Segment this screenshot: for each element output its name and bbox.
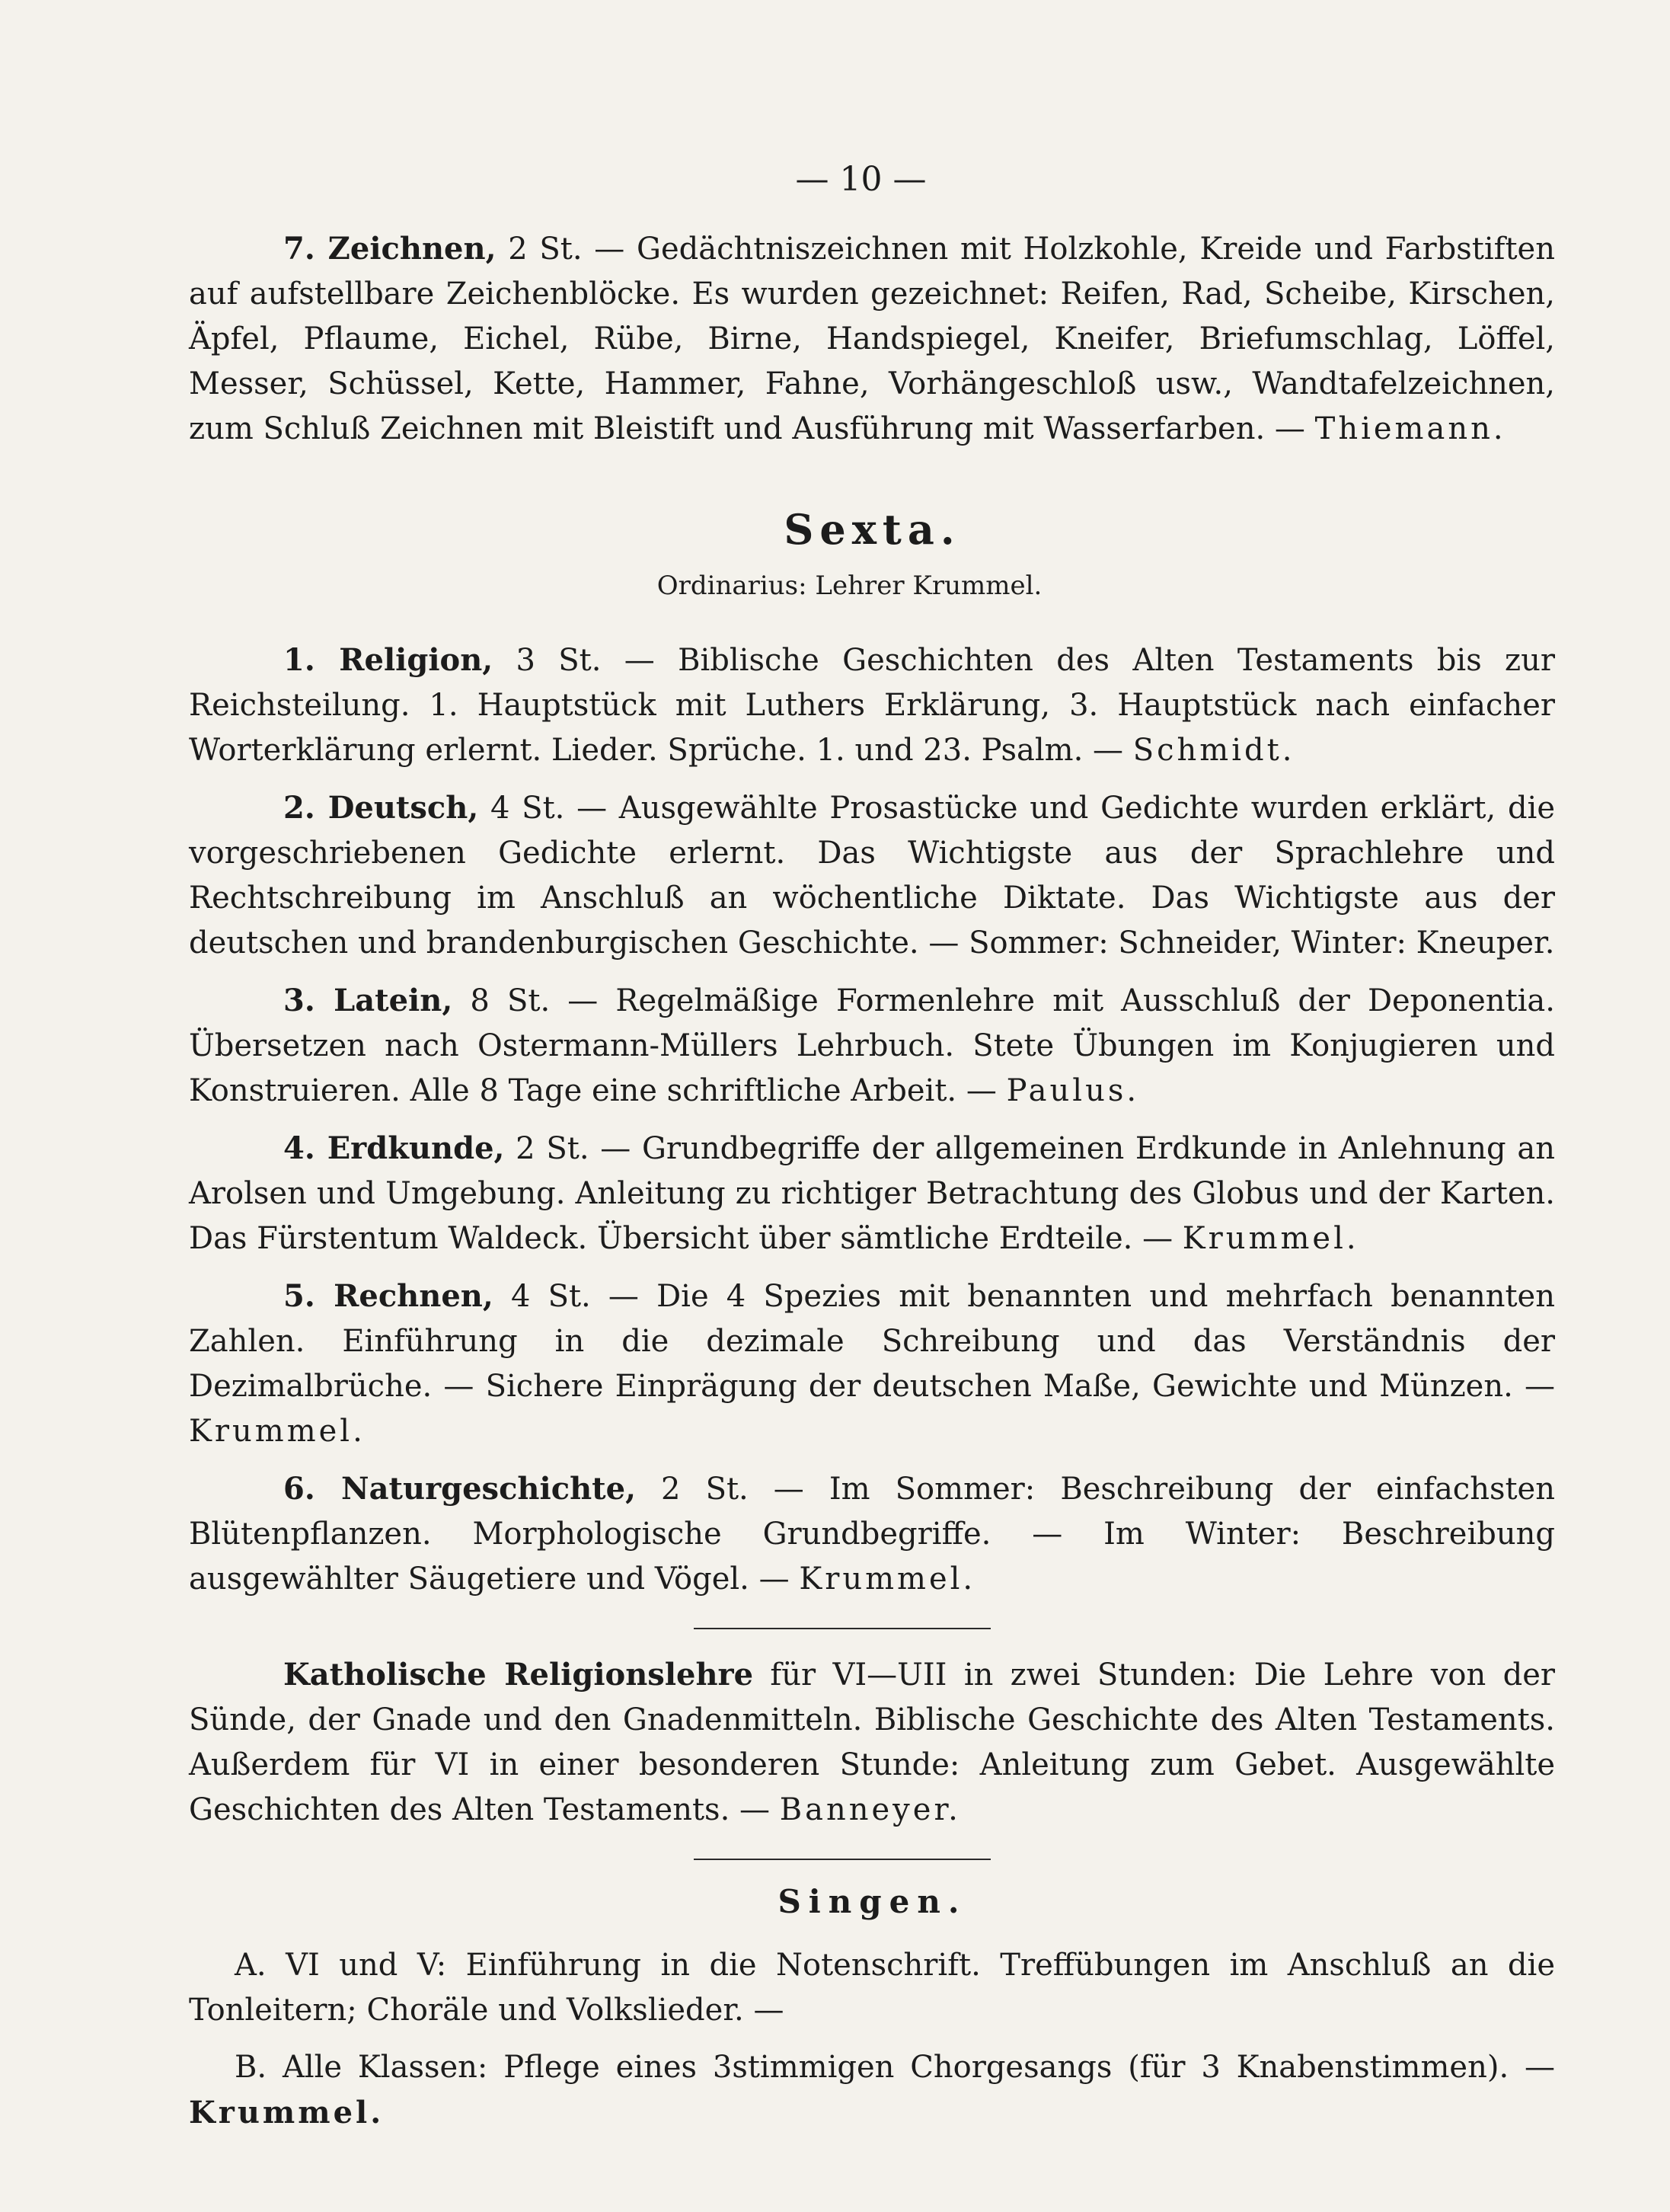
item-head: Katholische Religionslehre: [283, 1657, 754, 1693]
teacher-name: Schmidt.: [1132, 733, 1295, 768]
item-text: 2 St. — Grundbegriffe der allgemeinen Erdkunde in Anlehnung an Arolsen und Umgebung. Anleitung zu richtiger Betrachtung des Globus und der Karten. Das Fürstentum Waldeck. Übersicht über sämtliche Erdteile. —: [189, 1131, 1555, 1256]
teacher-name: Thiemann.: [1314, 411, 1506, 446]
paragraph-singen-a: A. VI und V: Einführung in die Notenschrift. Treffübungen im Anschluß an die Tonleitern; Choräle und Volkslieder. —: [189, 1948, 1555, 2028]
paragraph-latein: [189, 978, 1555, 1114]
item-head: 2. Deutsch,: [283, 790, 479, 826]
paragraph-religion: [189, 638, 1555, 773]
item-text: B. Alle Klassen: Pflege eines 3stimmigen Chorgesangs (für 3 Knabenstimmen). —: [235, 2050, 1555, 2085]
paragraph-singen-b: [189, 2045, 1555, 2136]
teacher-name: Krummel.: [189, 2095, 385, 2130]
item-text: für VI—UII in zwei Stunden: Die Lehre von der Sünde, der Gnade und den Gnadenmitteln. Biblische Geschichte des Alten Testaments. Außerdem für VI in einer besonderen Stunde: Anleitung zum Gebet. Ausgewählte Geschichten des Alten Testaments. —: [189, 1657, 1556, 1827]
item-head: 3. Latein,: [283, 983, 453, 1018]
section-heading-singen: Singen.: [778, 1883, 967, 1920]
item-text: 8 St. — Regelmäßige Formenlehre mit Ausschluß der Deponentia. Übersetzen nach Ostermann-Müllers Lehrbuch. Stete Übungen im Konjugieren und Konstruieren. Alle 8 Tage eine schriftliche Arbeit. —: [189, 983, 1555, 1108]
item-head: 4. Erdkunde,: [283, 1130, 505, 1166]
paragraph-naturgeschichte: [189, 1466, 1555, 1602]
teacher-name: Krummel.: [1182, 1221, 1359, 1256]
item-text: 4 St. — Ausgewählte Prosastücke und Gedichte wurden erklärt, die vorgeschriebenen Gedichte erlernt. Das Wichtigste aus der Sprachlehre und Rechtschreibung im Anschluß an wöchentliche Diktate. Das Wichtigste aus der deutschen und brandenburgischen Geschichte. — Sommer: Schneider, Winter: Kneuper.: [189, 791, 1556, 961]
teacher-name: Krummel.: [799, 1562, 976, 1597]
paragraph-deutsch: [189, 785, 1555, 966]
item-text: 4 St. — Die 4 Spezies mit benannten und mehrfach benannten Zahlen. Einführung in die dezimale Schreibung und das Verständnis der Dezimalbrüche. — Sichere Einprägung der deutschen Maße, Gewichte und Münzen. —: [189, 1279, 1555, 1404]
paragraph-zeichnen: [189, 226, 1555, 452]
item-text: 2 St. — Gedächtniszeichnen mit Holzkohle, Kreide und Farbstiften auf aufstellbare Zeichenblöcke. Es wurden gezeichnet: Reifen, Rad, Scheibe, Kirschen, Äpfel, Pflaume, Eichel, Rübe, Birne, Handspiegel, Kneifer, Briefumschlag, Löffel, Messer, Schüssel, Kette, Hammer, Fahne, Vorhängeschloß usw., Wandtafelzeichnen, zum Schluß Zeichnen mit Bleistift und Ausführung mit Wasserfarben. —: [189, 232, 1555, 446]
teacher-name: Banneyer.: [779, 1792, 961, 1827]
item-head: 7. Zeichnen,: [283, 231, 497, 267]
section-heading-sexta: Sexta.: [784, 505, 961, 554]
item-head: 6. Naturgeschichte,: [283, 1471, 636, 1507]
ordinarius-line: Ordinarius: Lehrer Krummel.: [656, 571, 1043, 601]
paragraph-rechnen: [189, 1274, 1555, 1454]
teacher-name: Paulus.: [1006, 1073, 1140, 1108]
divider-rule: [694, 1859, 991, 1860]
paragraph-katholische-religionslehre: [189, 1652, 1555, 1833]
item-head: 1. Religion,: [283, 642, 493, 678]
divider-rule: [694, 1628, 991, 1629]
paragraph-erdkunde: [189, 1126, 1555, 1261]
page-number: — 10 —: [795, 160, 927, 199]
teacher-name: Krummel.: [189, 1414, 366, 1449]
item-text: 3 St. — Biblische Geschichten des Alten Testaments bis zur Reichsteilung. 1. Hauptstück mit Luthers Erklärung, 3. Hauptstück nach einfacher Worterklärung erlernt. Lieder. Sprüche. 1. und 23. Psalm. —: [189, 643, 1555, 768]
item-head: 5. Rechnen,: [283, 1278, 493, 1314]
item-text: 2 St. — Im Sommer: Beschreibung der einfachsten Blütenpflanzen. Morphologische Grundbegriffe. — Im Winter: Beschreibung ausgewählter Säugetiere und Vögel. —: [189, 1472, 1555, 1597]
